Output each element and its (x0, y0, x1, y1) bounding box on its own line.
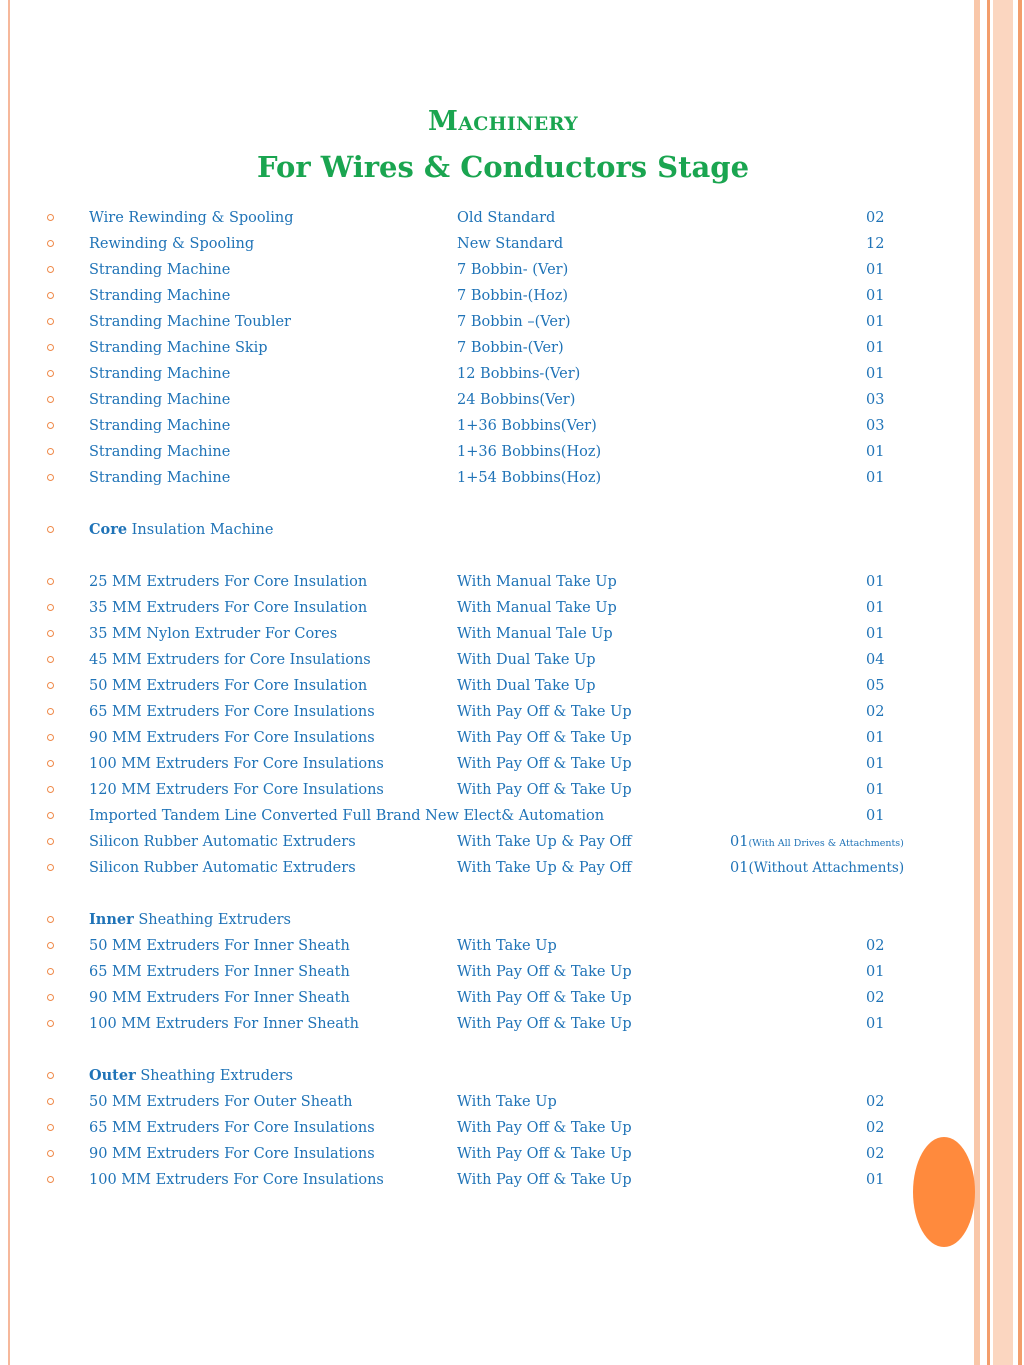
machine-row (0, 283, 960, 309)
machine-quantity: 03 (866, 392, 885, 408)
machine-spec: With Take Up (457, 1094, 557, 1110)
machine-row (0, 933, 960, 959)
machine-quantity: 01 (866, 964, 885, 980)
machine-name: Silicon Rubber Automatic Extruders (89, 860, 356, 876)
machine-name: 50 MM Extruders For Outer Sheath (89, 1094, 353, 1110)
machine-row (0, 205, 960, 231)
machine-row (0, 335, 960, 361)
machine-spec: With Pay Off & Take Up (457, 1016, 632, 1032)
bullet-icon (47, 916, 54, 923)
machine-name: 50 MM Extruders For Inner Sheath (89, 938, 350, 954)
machine-spec: With Dual Take Up (457, 678, 596, 694)
bullet-icon (47, 994, 54, 1001)
stripe-3 (993, 0, 1013, 1365)
quantity-note: (Without Attachments) (748, 860, 905, 876)
machine-quantity: 02 (866, 1120, 885, 1136)
machine-quantity: 03 (866, 418, 885, 434)
machine-name: 35 MM Extruders For Core Insulation (89, 600, 368, 616)
section-heading-rest: Insulation Machine (127, 522, 274, 538)
bullet-icon (47, 396, 54, 403)
machine-spec: Old Standard (457, 210, 556, 226)
machine-row (0, 465, 960, 491)
machine-spec: 7 Bobbin- (Ver) (457, 262, 569, 278)
quantity-note: (With All Drives & Attachments) (748, 838, 904, 849)
machine-row (0, 361, 960, 387)
machine-quantity-with-note (730, 855, 904, 881)
machine-row (0, 803, 960, 829)
machine-quantity: 01 (866, 756, 885, 772)
machine-name: Stranding Machine Toubler (89, 314, 291, 330)
machine-name: Stranding Machine Skip (89, 340, 268, 356)
machine-row (0, 829, 960, 855)
machine-name: Stranding Machine (89, 418, 231, 434)
right-decorative-stripes (974, 0, 1024, 1365)
machine-row (0, 1011, 960, 1037)
bullet-icon (47, 422, 54, 429)
machine-quantity: 01 (730, 834, 749, 850)
section-heading-rest: Sheathing Extruders (135, 1068, 293, 1084)
machine-name: 90 MM Extruders For Core Insulations (89, 730, 375, 746)
machine-spec: With Pay Off & Take Up (457, 704, 632, 720)
machine-spec: With Pay Off & Take Up (457, 964, 632, 980)
machine-name: Stranding Machine (89, 262, 231, 278)
machine-row (0, 777, 960, 803)
machine-row (0, 725, 960, 751)
machine-row (0, 439, 960, 465)
machine-name: 90 MM Extruders For Core Insulations (89, 1146, 375, 1162)
machine-spec: With Manual Tale Up (457, 626, 613, 642)
machine-spec: With Pay Off & Take Up (457, 756, 632, 772)
machine-quantity: 01 (866, 444, 885, 460)
machine-quantity: 01 (866, 626, 885, 642)
bullet-icon (47, 448, 54, 455)
page-title: Machinery (428, 106, 578, 137)
machine-name: 100 MM Extruders For Inner Sheath (89, 1016, 360, 1032)
machine-quantity: 01 (866, 730, 885, 746)
machine-spec: With Manual Take Up (457, 600, 617, 616)
machine-quantity: 01 (730, 860, 749, 876)
section-heading-text (89, 907, 291, 933)
machine-quantity: 02 (866, 938, 885, 954)
bullet-icon (47, 656, 54, 663)
bullet-icon (47, 968, 54, 975)
machine-quantity: 12 (866, 236, 885, 252)
section-heading-rest: Sheathing Extruders (133, 912, 291, 928)
page-subtitle: For Wires & Conductors Stage (256, 150, 750, 184)
machine-row (0, 1115, 960, 1141)
machine-quantity: 05 (866, 678, 885, 694)
machine-spec: 7 Bobbin –(Ver) (457, 314, 571, 330)
section-heading-text (89, 1063, 293, 1089)
machine-quantity: 01 (866, 366, 885, 382)
machine-spec: With Pay Off & Take Up (457, 1120, 632, 1136)
bullet-icon (47, 240, 54, 247)
section-heading (0, 517, 960, 543)
bullet-icon (47, 370, 54, 377)
bullet-icon (47, 266, 54, 273)
machine-spec: 7 Bobbin-(Ver) (457, 340, 564, 356)
bullet-icon (47, 812, 54, 819)
machine-name: 45 MM Extruders for Core Insulations (89, 652, 371, 668)
bullet-icon (47, 1124, 54, 1131)
machine-quantity: 01 (866, 1016, 885, 1032)
machine-row (0, 985, 960, 1011)
machine-name: Silicon Rubber Automatic Extruders (89, 834, 356, 850)
machine-spec: With Pay Off & Take Up (457, 1146, 632, 1162)
machine-quantity: 01 (866, 1172, 885, 1188)
stripe-2 (987, 0, 990, 1365)
bullet-icon (47, 630, 54, 637)
section-heading (0, 907, 960, 933)
machine-quantity: 01 (866, 340, 885, 356)
spacer (0, 543, 960, 569)
machine-quantity: 01 (866, 314, 885, 330)
machine-quantity: 01 (866, 470, 885, 486)
machine-spec: With Pay Off & Take Up (457, 990, 632, 1006)
machine-row (0, 673, 960, 699)
machine-spec: With Take Up & Pay Off (457, 860, 632, 876)
machine-spec: 12 Bobbins-(Ver) (457, 366, 581, 382)
machine-name: 120 MM Extruders For Core Insulations (89, 782, 384, 798)
machine-row (0, 387, 960, 413)
machine-name: Stranding Machine (89, 392, 231, 408)
bullet-icon (47, 682, 54, 689)
machine-quantity: 01 (866, 574, 885, 590)
machine-row (0, 1141, 960, 1167)
machine-name: Stranding Machine (89, 444, 231, 460)
machine-quantity: 01 (866, 782, 885, 798)
machine-quantity: 02 (866, 990, 885, 1006)
machine-name: 50 MM Extruders For Core Insulation (89, 678, 368, 694)
machine-row (0, 959, 960, 985)
machine-spec: 24 Bobbins(Ver) (457, 392, 576, 408)
machine-spec: With Pay Off & Take Up (457, 1172, 632, 1188)
machine-spec: With Take Up (457, 938, 557, 954)
machine-name: 35 MM Nylon Extruder For Cores (89, 626, 338, 642)
machine-name: Imported Tandem Line Converted Full Brand New Elect& Automation (89, 808, 605, 824)
machine-row (0, 413, 960, 439)
bullet-icon (47, 942, 54, 949)
bullet-icon (47, 1098, 54, 1105)
bullet-icon (47, 734, 54, 741)
bullet-icon (47, 864, 54, 871)
machinery-list (0, 205, 960, 1193)
stripe-4 (1018, 0, 1022, 1365)
machine-name: 65 MM Extruders For Core Insulations (89, 1120, 375, 1136)
machine-quantity: 01 (866, 808, 885, 824)
bullet-icon (47, 708, 54, 715)
machine-row (0, 647, 960, 673)
machine-row (0, 569, 960, 595)
machine-quantity: 02 (866, 704, 885, 720)
machine-quantity: 02 (866, 1146, 885, 1162)
machine-row (0, 309, 960, 335)
machine-name: Stranding Machine (89, 366, 231, 382)
machine-name: 65 MM Extruders For Inner Sheath (89, 964, 350, 980)
bullet-icon (47, 578, 54, 585)
machine-name: Rewinding & Spooling (89, 236, 255, 252)
section-heading-bold: Inner (89, 911, 134, 928)
machine-spec: 1+36 Bobbins(Ver) (457, 418, 597, 434)
bullet-icon (47, 1150, 54, 1157)
machine-spec: 1+36 Bobbins(Hoz) (457, 444, 602, 460)
machine-spec: With Dual Take Up (457, 652, 596, 668)
machine-name: 25 MM Extruders For Core Insulation (89, 574, 368, 590)
machine-name: 65 MM Extruders For Core Insulations (89, 704, 375, 720)
machine-quantity: 01 (866, 262, 885, 278)
section-heading-text (89, 517, 273, 543)
section-heading-bold: Core (89, 521, 128, 538)
bullet-icon (47, 838, 54, 845)
spacer (0, 1037, 960, 1063)
machine-spec: 7 Bobbin-(Hoz) (457, 288, 568, 304)
machine-name: 90 MM Extruders For Inner Sheath (89, 990, 350, 1006)
machine-row (0, 751, 960, 777)
bullet-icon (47, 292, 54, 299)
machine-name: Stranding Machine (89, 288, 231, 304)
bullet-icon (47, 1072, 54, 1079)
machine-quantity: 01 (866, 600, 885, 616)
machine-quantity: 04 (866, 652, 885, 668)
spacer (0, 881, 960, 907)
bullet-icon (47, 786, 54, 793)
machine-row (0, 257, 960, 283)
machine-spec: New Standard (457, 236, 564, 252)
machine-row (0, 855, 960, 881)
machine-spec: With Pay Off & Take Up (457, 782, 632, 798)
machine-row (0, 1089, 960, 1115)
machine-spec: With Manual Take Up (457, 574, 617, 590)
machine-quantity: 01 (866, 288, 885, 304)
machine-spec: 1+54 Bobbins(Hoz) (457, 470, 602, 486)
header (0, 104, 1006, 190)
bullet-icon (47, 474, 54, 481)
machine-quantity: 02 (866, 210, 885, 226)
machine-spec: With Take Up & Pay Off (457, 834, 632, 850)
machine-row (0, 1167, 960, 1193)
machine-quantity: 02 (866, 1094, 885, 1110)
machine-quantity-with-note (730, 829, 904, 857)
bullet-icon (47, 760, 54, 767)
bullet-icon (47, 344, 54, 351)
spacer (0, 491, 960, 517)
bullet-icon (47, 318, 54, 325)
section-heading-bold: Outer (89, 1067, 136, 1084)
machine-name: 100 MM Extruders For Core Insulations (89, 756, 384, 772)
machine-name: Stranding Machine (89, 470, 231, 486)
bullet-icon (47, 526, 54, 533)
bullet-icon (47, 1020, 54, 1027)
machine-row (0, 595, 960, 621)
machine-name: Wire Rewinding & Spooling (89, 210, 294, 226)
bullet-icon (47, 604, 54, 611)
section-heading (0, 1063, 960, 1089)
machine-name: 100 MM Extruders For Core Insulations (89, 1172, 384, 1188)
machine-row (0, 231, 960, 257)
bullet-icon (47, 1176, 54, 1183)
bullet-icon (47, 214, 54, 221)
machine-row (0, 699, 960, 725)
machine-row (0, 621, 960, 647)
stripe-1 (974, 0, 980, 1365)
machine-spec: With Pay Off & Take Up (457, 730, 632, 746)
